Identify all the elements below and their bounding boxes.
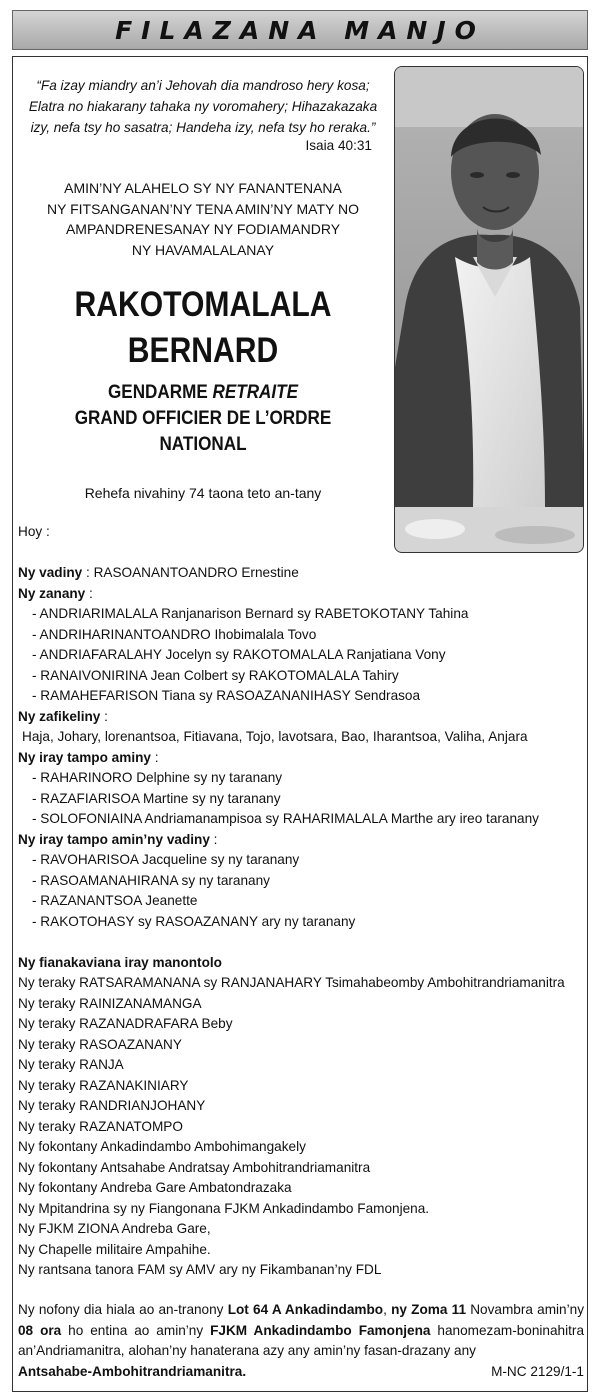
list-item: Ny teraky RANJA bbox=[18, 1057, 124, 1072]
quote-line: izy, nefa tsy ho sasatra; Handeha izy, nefa tsy ho reraka.” bbox=[30, 120, 376, 135]
announcement-line: AMIN’NY ALAHELO SY NY FANANTENANA bbox=[64, 180, 342, 196]
footer-text: Novambra amin’ny bbox=[466, 1302, 584, 1317]
footer-text: ho entina ao amin’ny bbox=[61, 1322, 211, 1338]
deceased-titles bbox=[38, 380, 367, 458]
list-item: - ANDRIARIMALALA Ranjanarison Bernard sy RABETOKOTANY Tahina bbox=[32, 606, 469, 621]
list-item: Ny rantsana tanora FAM sy AMV ary ny Fikambanan’ny FDL bbox=[18, 1262, 382, 1277]
list-item: Ny teraky RAINIZANAMANGA bbox=[18, 995, 202, 1011]
list-item: Ny teraky RATSARAMANANA sy RANJANAHARY Tsimahabeomby Ambohitrandriamanitra bbox=[18, 975, 565, 990]
footer-church: FJKM Ankadindambo Famonjena bbox=[210, 1322, 431, 1338]
family-list bbox=[18, 522, 584, 1281]
list-item: - SOLOFONIAINA Andriamanampisoa sy RAHARIMALALA Marthe ary ireo taranany bbox=[32, 811, 539, 826]
deceased-surname: RAKOTOMALALA bbox=[74, 285, 332, 324]
announcement-line: NY HAVAMALALANAY bbox=[131, 241, 275, 258]
list-item: Ny Chapelle militaire Ampahihe. bbox=[18, 1241, 211, 1257]
footer-time: 08 ora bbox=[18, 1322, 62, 1338]
list-item: - RAZANANTSOA Jeanette bbox=[32, 893, 198, 908]
portrait-photo bbox=[394, 66, 584, 553]
relatives-label: Ny fianakaviana iray manontolo bbox=[18, 954, 222, 970]
children-heading: Ny zanany : bbox=[18, 585, 93, 601]
list-item: Ny teraky RAZANATOMPO bbox=[18, 1118, 183, 1134]
list-item: - ANDRIAFARALAHY Jocelyn sy RAKOTOMALALA Ranjatiana Vony bbox=[32, 647, 446, 662]
spouse-name: RASOANANTOANDRO Ernestine bbox=[93, 565, 299, 580]
spouse-siblings-heading: Ny iray tampo amin’ny vadiny : bbox=[18, 831, 218, 847]
title-line bbox=[38, 380, 367, 406]
siblings-label: Ny iray tampo aminy bbox=[18, 749, 151, 765]
list-item: Ny FJKM ZIONA Andreba Gare, bbox=[18, 1221, 211, 1236]
list-item: Ny teraky RASOAZANANY bbox=[18, 1036, 182, 1052]
list-item: Ny fokontany Andreba Gare Ambatondrazaka bbox=[18, 1180, 292, 1195]
spouse-label: Ny vadiny bbox=[18, 565, 83, 580]
announcement-line: NY FITSANGANAN’NY TENA AMIN’NY MATY NO bbox=[47, 200, 359, 217]
list-item: Ny teraky RAZANAKINIARY bbox=[18, 1077, 189, 1093]
spouse-row bbox=[18, 563, 584, 584]
list-item: - RAMAHEFARISON Tiana sy RASOAZANANIHASY Sendrasoa bbox=[32, 688, 421, 703]
grandchildren-names: Haja, Johary, lorenantsoa, Fitiavana, Tojo, lavotsara, Bao, Iharantsoa, Valiha, Anjara bbox=[22, 729, 528, 744]
spouse-siblings-label: Ny iray tampo amin’ny vadiny bbox=[18, 831, 210, 847]
siblings-heading: Ny iray tampo aminy : bbox=[18, 749, 159, 765]
list-item: Ny teraky RANDRIANJOHANY bbox=[18, 1098, 206, 1113]
list-item: Ny teraky RAZANADRAFARA Beby bbox=[18, 1016, 233, 1031]
quote-line: “Fa izay miandry an’i Jehovah dia mandroso hery kosa; bbox=[36, 78, 370, 93]
footer-text: hanomezam-boninahitra an’Andriamanitra, alohan’ny hanaterana azy any amin’ny fasan-drazany any bbox=[18, 1322, 584, 1358]
announcement bbox=[20, 178, 386, 260]
title-rank: GENDARME bbox=[107, 382, 213, 403]
list-item: Ny fokontany Ankadindambo Ambohimangakely bbox=[18, 1139, 306, 1154]
footer-last-line bbox=[18, 1362, 584, 1383]
title-line: GRAND OFFICIER DE L’ORDRE bbox=[74, 408, 332, 429]
header-banner bbox=[12, 10, 588, 50]
bible-quote bbox=[20, 75, 386, 138]
header-title: FILAZANA MANJO bbox=[115, 15, 485, 45]
list-item: - RANAIVONIRINA Jean Colbert sy RAKOTOMALALA Tahiry bbox=[32, 667, 399, 683]
hoy-label: Hoy : bbox=[18, 524, 50, 539]
grandchildren-label: Ny zafikeliny bbox=[18, 708, 101, 724]
footer-text: Ny nofony dia hiala ao an-tranony bbox=[18, 1302, 228, 1317]
footer-burial-place: Antsahabe-Ambohitrandriamanitra. bbox=[18, 1363, 247, 1379]
list-item: - RAVOHARISOA Jacqueline sy ny taranany bbox=[32, 852, 300, 867]
list-item: - RAZAFIARISOA Martine sy ny taranany bbox=[32, 790, 281, 806]
list-item: - RASOAMANAHIRANA sy ny taranany bbox=[32, 872, 270, 888]
deceased-name bbox=[46, 282, 361, 374]
spouse-sep: : bbox=[82, 565, 94, 580]
title-retraite: RETRAITE bbox=[212, 382, 299, 403]
grandchildren-heading: Ny zafikeliny : bbox=[18, 708, 108, 724]
quote-line: Elatra no hiakarany tahaka ny voromahery; Hihazakazaka bbox=[28, 99, 378, 114]
funeral-details bbox=[18, 1300, 584, 1382]
list-item: - RAHARINORO Delphine sy ny taranany bbox=[32, 770, 283, 785]
quote-reference: Isaia 40:31 bbox=[305, 138, 372, 153]
children-label: Ny zanany bbox=[18, 585, 86, 601]
age-text: Rehefa nivahiny 74 taona teto an-tany bbox=[84, 485, 322, 501]
footer-date: ny Zoma 11 bbox=[391, 1302, 467, 1317]
list-item: - ANDRIHARINANTOANDRO Ihobimalala Tovo bbox=[32, 626, 317, 642]
list-item: Ny Mpitandrina sy ny Fiangonana FJKM Ankadindambo Famonjena. bbox=[18, 1200, 430, 1216]
footer-address: Lot 64 A Ankadindambo bbox=[227, 1302, 384, 1317]
list-item: - RAKOTOHASY sy RASOAZANANY ary ny taranany bbox=[32, 913, 356, 929]
list-item: Ny fokontany Antsahabe Andratsay Ambohitrandriamanitra bbox=[18, 1159, 371, 1175]
title-line: NATIONAL bbox=[159, 434, 247, 455]
reference-code: M-NC 2129/1-1 bbox=[491, 1363, 584, 1379]
announcement-line: AMPANDRENESANAY NY FODIAMANDRY bbox=[65, 221, 341, 237]
deceased-firstname: BERNARD bbox=[127, 331, 279, 370]
portrait-illustration bbox=[395, 67, 584, 553]
footer-text: , bbox=[383, 1302, 392, 1317]
